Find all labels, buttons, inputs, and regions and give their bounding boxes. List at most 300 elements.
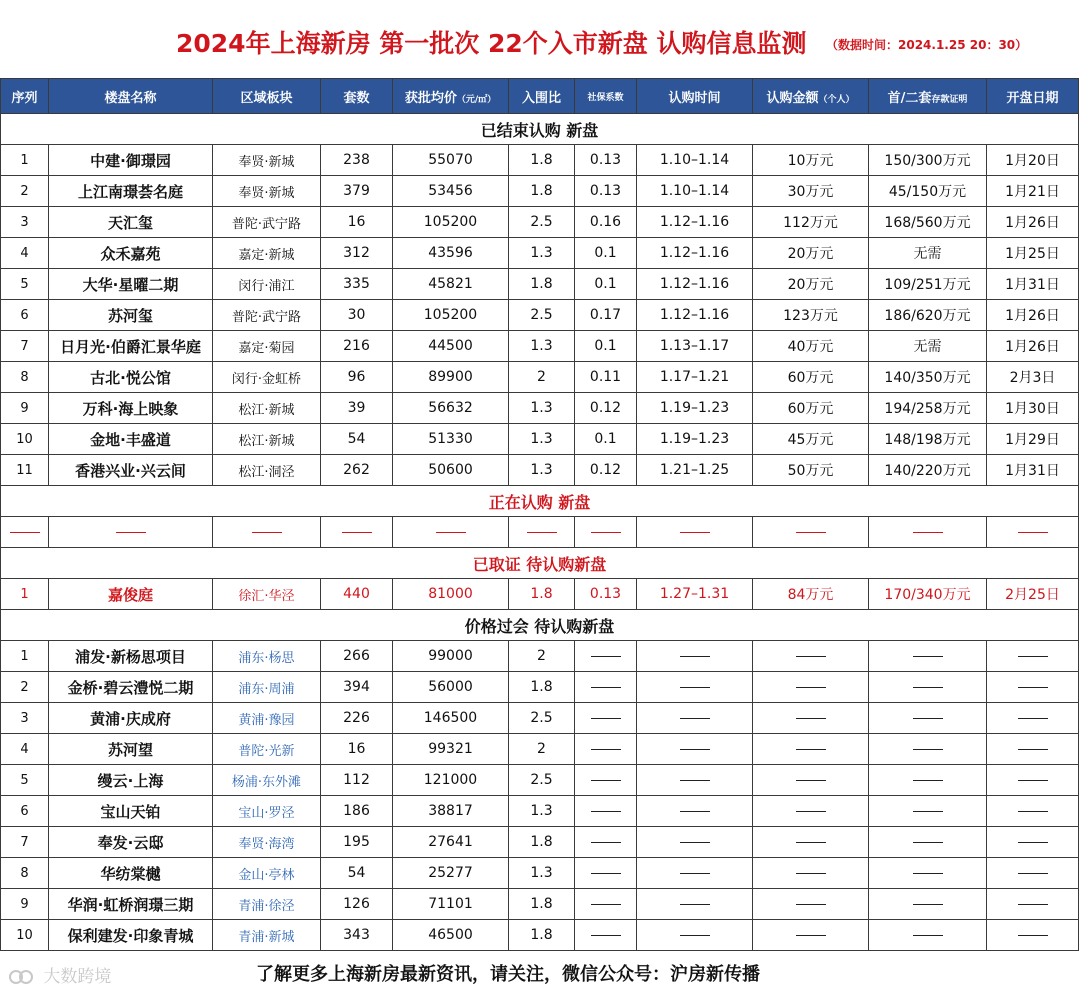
dash-placeholder (913, 749, 943, 750)
cell-price: 53456 (393, 176, 509, 207)
dash-placeholder (796, 842, 826, 843)
cell-social: 0.13 (575, 579, 637, 610)
cell-open-empty (987, 672, 1079, 703)
col-deposit-label: 首/二套 (887, 90, 932, 106)
data-timestamp: （数据时间：2024.1.25 20：30） (826, 38, 1028, 52)
subscription-table (0, 78, 1079, 951)
cell-region: 嘉定·新城 (213, 238, 321, 269)
dash-placeholder (796, 873, 826, 874)
dash-placeholder (527, 532, 557, 533)
dash-placeholder (591, 532, 621, 533)
cell-seq: 8 (1, 858, 49, 889)
col-social (575, 79, 637, 114)
col-social-label: 社保系数 (587, 92, 624, 103)
cell-price: 25277 (393, 858, 509, 889)
table-row (1, 672, 1079, 703)
cell-region: 普陀·武宁路 (213, 207, 321, 238)
cell-name: 华润·虹桥润璟三期 (49, 889, 213, 920)
cell-ratio: 1.8 (509, 579, 575, 610)
cell-price: 38817 (393, 796, 509, 827)
col-region: 区域板块 (213, 79, 321, 114)
dash-placeholder (913, 811, 943, 812)
cell-units: 39 (321, 393, 393, 424)
dash-placeholder (1018, 749, 1048, 750)
dash-placeholder (680, 811, 710, 812)
table-row (1, 455, 1079, 486)
dash-placeholder (10, 532, 40, 533)
dash-placeholder (1018, 935, 1048, 936)
table-row (1, 176, 1079, 207)
cell-ratio: 2.5 (509, 207, 575, 238)
col-amount-unit: （个人） (818, 94, 855, 105)
cell-time: 1.10–1.14 (637, 176, 753, 207)
cell-region: 闵行·金虹桥 (213, 362, 321, 393)
dash-placeholder (591, 904, 621, 905)
cell-open: 1月30日 (987, 393, 1079, 424)
cell-region: 奉贤·新城 (213, 145, 321, 176)
section-price-passed-row (1, 610, 1079, 641)
dash-placeholder (591, 873, 621, 874)
dash-placeholder (591, 656, 621, 657)
cell-amount-empty (753, 734, 869, 765)
dash-placeholder (591, 935, 621, 936)
dash-placeholder (1018, 780, 1048, 781)
cell-ratio: 1.8 (509, 672, 575, 703)
dash-placeholder (796, 904, 826, 905)
table-row (1, 641, 1079, 672)
cell-region: 金山·亭林 (213, 858, 321, 889)
table-row (1, 207, 1079, 238)
cell-deposit: 无需 (869, 238, 987, 269)
empty-cell (509, 517, 575, 548)
cell-open-empty (987, 796, 1079, 827)
cell-name: 天汇玺 (49, 207, 213, 238)
cell-name: 保利建发·印象青城 (49, 920, 213, 951)
cell-region: 浦东·周浦 (213, 672, 321, 703)
cell-units: 394 (321, 672, 393, 703)
cell-seq: 1 (1, 641, 49, 672)
cell-units: 266 (321, 641, 393, 672)
section-price-passed-title: 价格过会 待认购新盘 (1, 610, 1079, 641)
cell-deposit-empty (869, 889, 987, 920)
cell-units: 238 (321, 145, 393, 176)
dash-placeholder (913, 718, 943, 719)
dash-placeholder (436, 532, 466, 533)
cell-deposit: 170/340万元 (869, 579, 987, 610)
dash-placeholder (913, 532, 943, 533)
cell-open: 1月29日 (987, 424, 1079, 455)
footer (0, 944, 1080, 994)
cell-open: 1月31日 (987, 269, 1079, 300)
cell-name: 上江南璟荟名庭 (49, 176, 213, 207)
cell-social-empty (575, 703, 637, 734)
cell-price: 121000 (393, 765, 509, 796)
cell-ratio: 2.5 (509, 300, 575, 331)
cell-deposit: 无需 (869, 331, 987, 362)
cell-deposit-empty (869, 827, 987, 858)
cell-seq: 8 (1, 362, 49, 393)
empty-cell (637, 517, 753, 548)
dash-placeholder (1018, 873, 1048, 874)
cell-amount: 20万元 (753, 269, 869, 300)
cell-social-empty (575, 734, 637, 765)
cell-open-empty (987, 765, 1079, 796)
cell-deposit-empty (869, 703, 987, 734)
cell-units: 216 (321, 331, 393, 362)
dash-placeholder (913, 780, 943, 781)
cell-ratio: 1.3 (509, 393, 575, 424)
cell-units: 54 (321, 424, 393, 455)
col-amount (753, 79, 869, 114)
dash-placeholder (680, 687, 710, 688)
cell-social-empty (575, 858, 637, 889)
cell-region: 杨浦·东外滩 (213, 765, 321, 796)
cell-units: 335 (321, 269, 393, 300)
dash-placeholder (591, 842, 621, 843)
cell-ratio: 1.8 (509, 920, 575, 951)
cell-name: 万科·海上映象 (49, 393, 213, 424)
cell-open-empty (987, 889, 1079, 920)
cell-social: 0.11 (575, 362, 637, 393)
section-certified-row (1, 548, 1079, 579)
cell-amount-empty (753, 796, 869, 827)
cell-name: 古北·悦公馆 (49, 362, 213, 393)
cell-seq: 2 (1, 176, 49, 207)
cell-units: 112 (321, 765, 393, 796)
empty-cell (753, 517, 869, 548)
dash-placeholder (1018, 842, 1048, 843)
cell-price: 55070 (393, 145, 509, 176)
dash-placeholder (680, 749, 710, 750)
cell-social: 0.12 (575, 393, 637, 424)
cell-price: 56000 (393, 672, 509, 703)
cell-price: 146500 (393, 703, 509, 734)
cell-ratio: 1.8 (509, 145, 575, 176)
cell-region: 奉贤·海湾 (213, 827, 321, 858)
cell-name: 奉发·云邸 (49, 827, 213, 858)
table-row (1, 765, 1079, 796)
cell-region: 青浦·新城 (213, 920, 321, 951)
section-certified-title: 已取证 待认购新盘 (1, 548, 1079, 579)
cell-time: 1.19–1.23 (637, 393, 753, 424)
col-amount-label: 认购金额 (766, 90, 819, 106)
section-ongoing-row (1, 486, 1079, 517)
cell-deposit: 109/251万元 (869, 269, 987, 300)
cell-units: 54 (321, 858, 393, 889)
cell-open-empty (987, 827, 1079, 858)
cell-time-empty (637, 734, 753, 765)
dash-placeholder (680, 718, 710, 719)
col-units: 套数 (321, 79, 393, 114)
cell-name: 日月光·伯爵汇景华庭 (49, 331, 213, 362)
cell-region: 黄浦·豫园 (213, 703, 321, 734)
cell-region: 闵行·浦江 (213, 269, 321, 300)
dash-placeholder (796, 656, 826, 657)
cell-time: 1.10–1.14 (637, 145, 753, 176)
cell-name: 大华·星曜二期 (49, 269, 213, 300)
cell-social-empty (575, 641, 637, 672)
cell-ratio: 2 (509, 641, 575, 672)
dash-placeholder (680, 904, 710, 905)
cell-deposit: 186/620万元 (869, 300, 987, 331)
dash-placeholder (796, 749, 826, 750)
cell-price: 99321 (393, 734, 509, 765)
cell-region: 奉贤·新城 (213, 176, 321, 207)
dash-placeholder (913, 656, 943, 657)
cell-deposit-empty (869, 765, 987, 796)
cell-ratio: 1.8 (509, 889, 575, 920)
cell-price: 51330 (393, 424, 509, 455)
cell-units: 226 (321, 703, 393, 734)
dash-placeholder (342, 532, 372, 533)
table-row (1, 858, 1079, 889)
cell-seq: 10 (1, 920, 49, 951)
cell-open-empty (987, 703, 1079, 734)
cell-price: 45821 (393, 269, 509, 300)
dash-placeholder (252, 532, 282, 533)
empty-cell (321, 517, 393, 548)
dash-placeholder (591, 718, 621, 719)
cell-amount: 40万元 (753, 331, 869, 362)
cell-ratio: 2 (509, 362, 575, 393)
cell-price: 99000 (393, 641, 509, 672)
empty-cell (987, 517, 1079, 548)
cell-seq: 6 (1, 300, 49, 331)
cell-region: 浦东·杨思 (213, 641, 321, 672)
col-price (393, 79, 509, 114)
col-time: 认购时间 (637, 79, 753, 114)
cell-time: 1.12–1.16 (637, 269, 753, 300)
col-price-unit: （元/㎡） (456, 94, 497, 105)
cell-time: 1.21–1.25 (637, 455, 753, 486)
cell-open: 2月25日 (987, 579, 1079, 610)
cell-amount-empty (753, 858, 869, 889)
cell-time: 1.12–1.16 (637, 238, 753, 269)
cell-ratio: 1.3 (509, 858, 575, 889)
table-row (1, 269, 1079, 300)
dash-placeholder (1018, 904, 1048, 905)
cell-ratio: 1.3 (509, 331, 575, 362)
cell-name: 缦云·上海 (49, 765, 213, 796)
cell-name: 金桥·碧云澧悦二期 (49, 672, 213, 703)
cell-ratio: 1.8 (509, 176, 575, 207)
cell-ratio: 2.5 (509, 703, 575, 734)
empty-cell (49, 517, 213, 548)
cell-social: 0.16 (575, 207, 637, 238)
cell-amount-empty (753, 889, 869, 920)
dash-placeholder (796, 811, 826, 812)
cell-amount: 30万元 (753, 176, 869, 207)
table-row (1, 703, 1079, 734)
cell-name: 苏河望 (49, 734, 213, 765)
dash-placeholder (116, 532, 146, 533)
cell-price: 81000 (393, 579, 509, 610)
cell-price: 105200 (393, 300, 509, 331)
cell-deposit: 194/258万元 (869, 393, 987, 424)
cell-name: 宝山天铂 (49, 796, 213, 827)
table-row (1, 424, 1079, 455)
cell-ratio: 1.8 (509, 269, 575, 300)
cell-name: 嘉俊庭 (49, 579, 213, 610)
dash-placeholder (913, 935, 943, 936)
table-row (1, 300, 1079, 331)
cell-region: 松江·洞泾 (213, 455, 321, 486)
dash-placeholder (913, 904, 943, 905)
watermark-text: 大数跨境 (43, 967, 112, 987)
cell-units: 96 (321, 362, 393, 393)
cell-seq: 5 (1, 765, 49, 796)
cell-amount-empty (753, 703, 869, 734)
cell-deposit: 168/560万元 (869, 207, 987, 238)
dash-placeholder (1018, 687, 1048, 688)
cell-amount-empty (753, 827, 869, 858)
col-open: 开盘日期 (987, 79, 1079, 114)
cell-time-empty (637, 796, 753, 827)
dash-placeholder (913, 842, 943, 843)
section-ended-row (1, 114, 1079, 145)
cell-seq: 7 (1, 827, 49, 858)
watermark (8, 962, 111, 987)
dash-placeholder (1018, 532, 1048, 533)
cell-price: 105200 (393, 207, 509, 238)
dash-placeholder (680, 842, 710, 843)
cell-ratio: 1.8 (509, 827, 575, 858)
cell-amount: 60万元 (753, 362, 869, 393)
cell-seq: 2 (1, 672, 49, 703)
dash-placeholder (680, 780, 710, 781)
cell-region: 普陀·武宁路 (213, 300, 321, 331)
cell-seq: 1 (1, 145, 49, 176)
cell-units: 186 (321, 796, 393, 827)
col-price-label: 获批均价 (404, 90, 457, 106)
cell-region: 宝山·罗泾 (213, 796, 321, 827)
cell-open: 1月26日 (987, 207, 1079, 238)
cell-time: 1.17–1.21 (637, 362, 753, 393)
col-name: 楼盘名称 (49, 79, 213, 114)
cell-social-empty (575, 672, 637, 703)
cell-time-empty (637, 703, 753, 734)
cell-units: 30 (321, 300, 393, 331)
cell-open: 1月26日 (987, 331, 1079, 362)
cell-time-empty (637, 889, 753, 920)
dash-placeholder (591, 749, 621, 750)
cell-social: 0.17 (575, 300, 637, 331)
cell-deposit: 140/350万元 (869, 362, 987, 393)
dash-placeholder (796, 718, 826, 719)
dash-placeholder (680, 656, 710, 657)
cell-open: 1月25日 (987, 238, 1079, 269)
cell-deposit: 45/150万元 (869, 176, 987, 207)
cell-seq: 4 (1, 734, 49, 765)
empty-cell (393, 517, 509, 548)
cell-amount: 112万元 (753, 207, 869, 238)
empty-cell (213, 517, 321, 548)
cell-time-empty (637, 672, 753, 703)
cell-amount-empty (753, 641, 869, 672)
dash-placeholder (680, 935, 710, 936)
cell-open: 1月21日 (987, 176, 1079, 207)
cell-region: 松江·新城 (213, 393, 321, 424)
dash-placeholder (1018, 656, 1048, 657)
cell-units: 126 (321, 889, 393, 920)
table-row (1, 579, 1079, 610)
cell-price: 50600 (393, 455, 509, 486)
cell-units: 379 (321, 176, 393, 207)
cell-seq: 9 (1, 889, 49, 920)
col-seq: 序列 (1, 79, 49, 114)
cell-social: 0.12 (575, 455, 637, 486)
cell-seq: 9 (1, 393, 49, 424)
cell-amount: 10万元 (753, 145, 869, 176)
col-deposit-unit: 存款证明 (931, 94, 968, 105)
cell-ratio: 1.3 (509, 424, 575, 455)
table-row (1, 238, 1079, 269)
cell-seq: 1 (1, 579, 49, 610)
dash-placeholder (796, 687, 826, 688)
table-row (1, 145, 1079, 176)
cell-region: 松江·新城 (213, 424, 321, 455)
cell-region: 青浦·徐泾 (213, 889, 321, 920)
cell-seq: 3 (1, 207, 49, 238)
table-row (1, 331, 1079, 362)
dash-placeholder (796, 532, 826, 533)
empty-cell (1, 517, 49, 548)
table-row (1, 796, 1079, 827)
table-row (1, 889, 1079, 920)
cell-price: 27641 (393, 827, 509, 858)
dash-placeholder (680, 873, 710, 874)
table-row (1, 734, 1079, 765)
cell-region: 普陀·光新 (213, 734, 321, 765)
cell-time: 1.12–1.16 (637, 207, 753, 238)
cell-amount: 84万元 (753, 579, 869, 610)
cell-open-empty (987, 734, 1079, 765)
cell-price: 44500 (393, 331, 509, 362)
cell-amount: 60万元 (753, 393, 869, 424)
page-title: 2024年上海新房 第一批次 22个入市新盘 认购信息监测 (176, 29, 807, 58)
cell-time-empty (637, 858, 753, 889)
cell-region: 徐汇·华泾 (213, 579, 321, 610)
dash-placeholder (591, 811, 621, 812)
table-row (1, 393, 1079, 424)
cell-amount: 45万元 (753, 424, 869, 455)
cell-open-empty (987, 858, 1079, 889)
cell-amount: 50万元 (753, 455, 869, 486)
cell-time-empty (637, 641, 753, 672)
section-ended-title: 已结束认购 新盘 (1, 114, 1079, 145)
cell-units: 262 (321, 455, 393, 486)
dash-placeholder (591, 780, 621, 781)
cell-deposit-empty (869, 641, 987, 672)
cell-price: 43596 (393, 238, 509, 269)
watermark-logo-icon (8, 968, 38, 986)
cell-ratio: 1.3 (509, 796, 575, 827)
dash-placeholder (1018, 811, 1048, 812)
cell-ratio: 2 (509, 734, 575, 765)
cell-units: 440 (321, 579, 393, 610)
cell-seq: 6 (1, 796, 49, 827)
cell-deposit-empty (869, 858, 987, 889)
cell-social-empty (575, 827, 637, 858)
cell-units: 195 (321, 827, 393, 858)
cell-open: 1月26日 (987, 300, 1079, 331)
col-ratio: 入围比 (509, 79, 575, 114)
cell-name: 众禾嘉苑 (49, 238, 213, 269)
cell-price: 71101 (393, 889, 509, 920)
cell-seq: 4 (1, 238, 49, 269)
table-row (1, 362, 1079, 393)
cell-amount-empty (753, 672, 869, 703)
